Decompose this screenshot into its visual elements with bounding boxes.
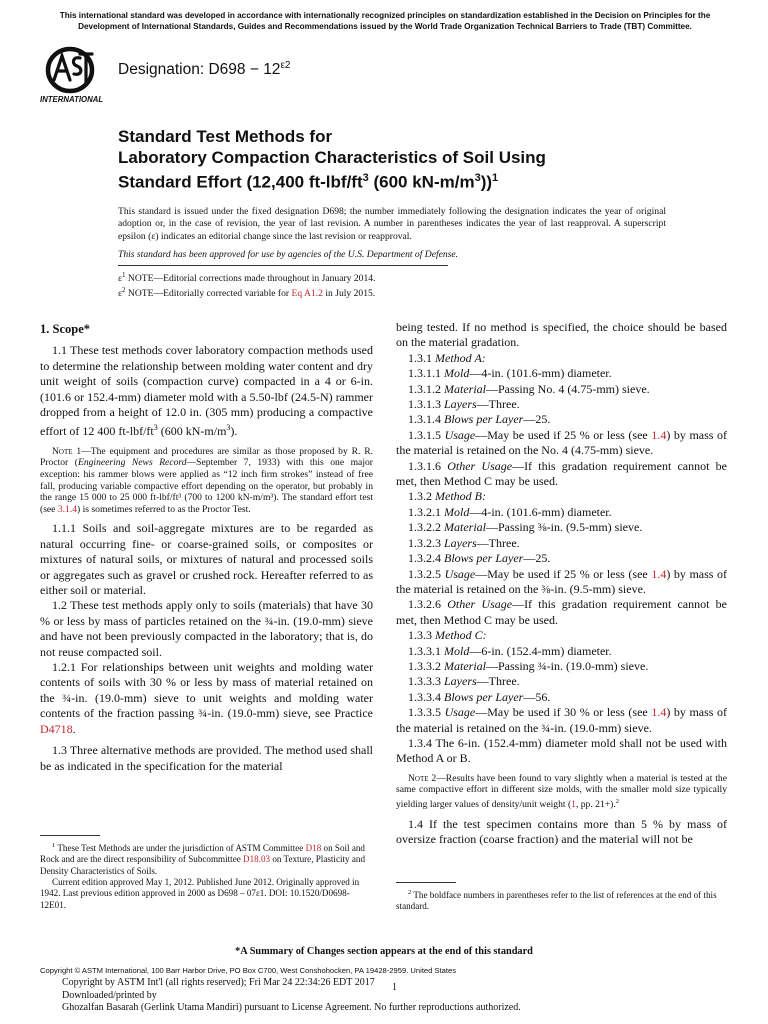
- footnote-divider-right: [396, 882, 456, 883]
- header-divider: [118, 265, 448, 266]
- r1313-txt: —Three.: [476, 397, 520, 412]
- r1331-num: 1.3.3.1: [408, 643, 444, 658]
- r1324-num: 1.3.2.4: [408, 551, 444, 566]
- para-1-2-1: [40, 660, 373, 737]
- para-1-1: [40, 343, 373, 439]
- r132-it: Method B:: [435, 489, 486, 504]
- p11-sup2: 3: [226, 423, 231, 433]
- footnote-divider-left: [40, 835, 100, 836]
- r1323-num: 1.3.2.3: [408, 535, 444, 550]
- title-line-3b: (600 kN-m/m: [368, 172, 475, 192]
- r1331-txt: —6-in. (152.4-mm) diameter.: [469, 643, 612, 658]
- r1314-it: Blows per Layer: [444, 412, 524, 427]
- r133-num: 1.3.3: [408, 628, 435, 643]
- para-1-3-2-1: [396, 505, 727, 520]
- r1323-txt: —Three.: [476, 535, 520, 550]
- download-stamp: [62, 977, 521, 1015]
- note2-a: 2—Results have been found to vary slightly when a material is tested at the same compactive effort in different size molds, with the smaller mold size typically yielding larger values of density/unit weight (: [396, 772, 727, 811]
- right-column: [396, 320, 727, 848]
- approval-statement: This standard has been approved for use by agencies of the U.S. Department of Defense.: [118, 249, 459, 260]
- document-title: [118, 126, 698, 193]
- r1325-it: Usage: [444, 566, 476, 581]
- download-line-2: Downloaded/printed by: [62, 989, 157, 1001]
- r1335-num: 1.3.3.5: [408, 705, 445, 720]
- title-line-1: Standard Test Methods for: [118, 127, 333, 146]
- r1322-it: Material: [444, 520, 486, 535]
- title-line-3c: )): [480, 172, 493, 192]
- footnote-2: [396, 887, 727, 913]
- designation-epsilon: ε2: [280, 60, 291, 71]
- para-1-3-2-3: [396, 536, 727, 551]
- para-1-3-3-5: [396, 705, 727, 736]
- enote2-pre: NOTE—Editorially corrected variable for: [125, 287, 292, 299]
- designation-label: Designation: D698 − 12: [118, 61, 281, 79]
- r1333-it: Layers: [444, 674, 477, 689]
- fn1-sup: 1: [52, 842, 56, 849]
- r132-num: 1.3.2: [408, 489, 435, 504]
- scope-heading: 1. Scope*: [40, 322, 90, 336]
- title-line-3: [118, 168, 698, 193]
- r1333-num: 1.3.3.3: [408, 674, 444, 689]
- para-1-3-1-6: [396, 459, 727, 490]
- para-1-2: 1.2 These test methods apply only to soils (materials) that have 30 % or less by mass of particles retained on the ¾-in. (19.0-mm) sieve and have not been previously compacted in the laboratory; that is, do not reuse compacted soil.: [40, 598, 373, 659]
- title-line-2: Laboratory Compaction Characteristics of Soil Using: [118, 148, 546, 167]
- enote1-sup: 1: [122, 271, 126, 279]
- fn1-c: on Texture, Plasticity and Density Characteristics of Soils.: [40, 854, 365, 876]
- para-1-3: 1.3 Three alternative methods are provided. The method used shall be as indicated in the specification for the material: [40, 743, 373, 773]
- fn2-text: The boldface numbers in parentheses refer to the list of references at the end of this standard.: [396, 890, 717, 912]
- fn1-a: These Test Methods are under the jurisdiction of ASTM Committee: [55, 843, 306, 854]
- r1315-b: ) by mass of the material is retained on the No. 4 (4.75-mm) sieve.: [396, 427, 728, 458]
- r1334-txt: —56.: [523, 689, 551, 704]
- r1332-it: Material: [444, 658, 486, 673]
- r1314-txt: —25.: [523, 412, 551, 427]
- ref-1-4-link[interactable]: 1.4: [651, 705, 667, 720]
- p11-end: ).: [230, 424, 238, 439]
- r1311-num: 1.3.1.1: [408, 366, 444, 381]
- ref-1-4-link[interactable]: 1.4: [651, 566, 667, 581]
- download-line-3: Ghozalfan Basarah (Gerlink Utama Mandiri) pursuant to License Agreement. No further reproductions authorized.: [62, 1002, 521, 1013]
- ref-1-4-link[interactable]: 1.4: [651, 427, 667, 442]
- page-number: 1: [392, 982, 397, 993]
- title-footnote-ref: 1: [492, 172, 499, 184]
- note1-label: Note: [52, 445, 73, 457]
- r1323-it: Layers: [444, 535, 477, 550]
- para-1-3-4: 1.3.4 The 6-in. (152.4-mm) diameter mold shall not be used with Method A or B.: [396, 735, 727, 766]
- r1326-num: 1.3.2.6: [408, 597, 448, 612]
- note2-label: Note: [408, 772, 429, 784]
- r1326-it: Other Usage: [447, 597, 513, 612]
- r1325-b: ) by mass of the material is retained on the ⅜-in. (9.5-mm) sieve.: [396, 566, 728, 596]
- r1324-txt: —25.: [523, 551, 551, 566]
- d18-link[interactable]: D18: [305, 843, 322, 854]
- r1322-num: 1.3.2.2: [408, 520, 444, 535]
- para-1-3-3-3: [396, 674, 727, 689]
- para-1-3-3: [396, 628, 727, 643]
- note1-journal: Engineering News Record: [77, 457, 187, 469]
- eq-a1-2-link[interactable]: Eq A1.2: [291, 287, 323, 299]
- note2-b: , pp. 21+).: [575, 799, 616, 811]
- left-column: [40, 320, 373, 774]
- r1332-txt: —Passing ¾-in. (19.0-mm) sieve.: [486, 658, 649, 673]
- para-1-3-2-4: [396, 551, 727, 566]
- r1334-it: Blows per Layer: [444, 689, 524, 704]
- title-sup-2: 3: [474, 172, 481, 184]
- r1315-a: —May be used if 25 % or less (see: [475, 427, 652, 442]
- fn1-b: on Soil and Rock and are the direct responsibility of Subcommittee: [40, 843, 365, 865]
- r1311-txt: —4-in. (101.6-mm) diameter.: [469, 366, 612, 381]
- r1313-it: Layers: [444, 397, 477, 412]
- para-1-3-1-4: [396, 412, 727, 427]
- enote2-post: in July 2015.: [322, 287, 376, 299]
- r1315-num: 1.3.1.5: [408, 427, 445, 442]
- p11-sup1: 3: [153, 423, 158, 433]
- p11-mid: (600 kN-m/m: [157, 424, 227, 439]
- para-1-3-1-5: [396, 428, 727, 459]
- wto-notice: This international standard was developed in accordance with internationally recognized principles on standardization established in the Decision on Principles for the Development of International Standards, Guides and Recommendations issued by the World Trade Organization Technical Barriers to Trade (TBT) Committee.: [59, 11, 711, 31]
- note1-b: —September 7, 1933) with this one major exception: his rammer blows were applied as “12 inch firm strokes” instead of free fall, producing variable compactive effort depending on the operator, but probably in the range 15 000 to 25 000 ft-lbf/ft³ (700 to 1200 kN-m/m³). The standard effort test (see: [40, 457, 373, 515]
- r1333-txt: —Three.: [476, 674, 520, 689]
- r1312-num: 1.3.1.2: [408, 381, 444, 396]
- r1335-b: ) by mass of the material is retained on the ¾-in. (19.0-mm) sieve.: [396, 705, 728, 735]
- p121-a: 1.2.1 For relationships between unit weights and molding water contents of soils with 30 % or less by mass of material retained on the ¾-in. (19.0-mm) sieve to unit weights and molding water contents of the fraction passing ¾-in. (19.0-mm) sieve, see Practice: [40, 660, 373, 721]
- para-1-3-1-2: [396, 382, 727, 397]
- enote2-sup: 2: [122, 285, 126, 294]
- para-1-1-1: 1.1.1 Soils and soil-aggregate mixtures are to be regarded as natural occurring fine- or coarse-grained soils, or composites or mixtures of natural soils, or mixtures of natural and processed soils or aggregates such as gravel or crushed rock. Hereafter referred to as either soil or material.: [40, 521, 373, 598]
- enote1-text: NOTE—Editorial corrections made throughout in January 2014.: [125, 273, 376, 285]
- r1325-a: —May be used if 25 % or less (see: [475, 566, 652, 581]
- r131-num: 1.3.1: [408, 350, 435, 365]
- summary-of-changes-note: *A Summary of Changes section appears at the end of this standard: [235, 946, 533, 957]
- para-1-3-3-4: [396, 690, 727, 705]
- p11-text: 1.1 These test methods cover laboratory compaction methods used to determine the relationship between molding water content and dry unit weight of soils (compaction curve) compacted in a 4 or 6-in. (101.6 or 152.4-mm) diameter mold with a 5.50-lbf (24.5-N) rammer dropped from a height of 12.0 in. (305 mm) producing a compactive effort of 12 400 ft-lbf/ft: [40, 343, 373, 439]
- para-1-3-3-2: [396, 659, 727, 674]
- p121-b: .: [72, 721, 76, 736]
- para-1-3-1: [396, 351, 727, 366]
- d4718-link[interactable]: D4718: [40, 721, 73, 736]
- download-line-1: Copyright by ASTM Int'l (all rights reserved); Fri Mar 24 22:34:26 EDT 2017: [62, 977, 375, 988]
- para-1-3-cont: being tested. If no method is specified, the choice should be based on the material gradation.: [396, 320, 727, 350]
- footnote-1-edition: Current edition approved May 1, 2012. Published June 2012. Originally approved in 1942. Last previous edition approved in 2000 as D698 – 07ε1. DOI: 10.1520/D0698-12E01.: [40, 876, 360, 910]
- para-1-3-1-1: [396, 366, 727, 381]
- editorial-note-2: $\varepsilon^2$ NOTE—Editorially corrected variable for Eq A1.2 in July 2015.: [118, 285, 376, 299]
- ref-1-link[interactable]: 1: [571, 799, 576, 811]
- r1321-it: Mold: [444, 504, 470, 519]
- para-1-3-2-6: [396, 597, 727, 628]
- r1316-num: 1.3.1.6: [408, 458, 448, 473]
- r1325-num: 1.3.2.5: [408, 566, 445, 581]
- copyright-line: Copyright © ASTM International, 100 Barr Harbor Drive, PO Box C700, West Conshohocken, PA 19428-2959. United States: [40, 966, 457, 975]
- astm-logo: [40, 44, 112, 106]
- r1312-it: Material: [444, 381, 486, 396]
- editorial-note-1: $\varepsilon^1$ NOTE—Editorial corrections made throughout in January 2014.: [118, 271, 376, 285]
- r133-it: Method C:: [435, 628, 487, 643]
- para-1-4: 1.4 If the test specimen contains more than 5 % by mass of oversize fraction (coarse fraction) and the material will not be: [396, 816, 727, 847]
- para-1-3-2-5: [396, 567, 727, 598]
- r131-it: Method A:: [435, 350, 486, 365]
- r1322-txt: —Passing ⅜-in. (9.5-mm) sieve.: [486, 520, 643, 535]
- r1335-a: —May be used if 30 % or less (see: [475, 705, 652, 720]
- r1311-it: Mold: [444, 366, 470, 381]
- footnote-1-text: [40, 840, 373, 877]
- r1316-it: Other Usage: [447, 458, 513, 473]
- r1326-txt: —If this gradation requirement cannot be met, then Method C may be used.: [396, 597, 727, 627]
- r1334-num: 1.3.3.4: [408, 689, 444, 704]
- logo-international-text: INTERNATIONAL: [40, 95, 104, 104]
- para-1-3-3-1: [396, 644, 727, 659]
- r1331-it: Mold: [444, 643, 470, 658]
- d18-03-link[interactable]: D18.03: [243, 854, 271, 865]
- footnote-1: [40, 840, 373, 911]
- r1335-it: Usage: [444, 705, 476, 720]
- para-1-3-2: [396, 489, 727, 504]
- para-1-3-1-3: [396, 397, 727, 412]
- title-line-3a: Standard Effort (12,400 ft-lbf/ft: [118, 172, 363, 192]
- r1321-num: 1.3.2.1: [408, 504, 444, 519]
- title-sup-1: 3: [362, 172, 369, 184]
- r1313-num: 1.3.1.3: [408, 397, 444, 412]
- r1315-it: Usage: [444, 427, 476, 442]
- note-1: [40, 446, 373, 516]
- note-2: [396, 773, 727, 811]
- para-1-3-2-2: [396, 520, 727, 535]
- fn2-sup: 2: [408, 889, 412, 896]
- note2-sup: 2: [615, 797, 619, 805]
- r1312-txt: —Passing No. 4 (4.75-mm) sieve.: [486, 381, 650, 396]
- note1-c: ) is sometimes referred to as the Proctor Test.: [77, 503, 251, 515]
- r1314-num: 1.3.1.4: [408, 412, 444, 427]
- ref-3-1-4-link[interactable]: 3.1.4: [57, 503, 78, 515]
- note1-a: 1—The equipment and procedures are similar as those proposed by R. R. Proctor (: [40, 445, 373, 469]
- designation: [118, 60, 290, 79]
- r1324-it: Blows per Layer: [444, 551, 524, 566]
- issued-statement: This standard is issued under the fixed designation D698; the number immediately following the designation indicates the year of original adoption or, in the case of revision, the year of last revision. A number in parentheses indicates the year of last reapproval. A superscript epsilon (ε) indicates an editorial change since the last revision or reapproval.: [118, 206, 666, 242]
- r1332-num: 1.3.3.2: [408, 658, 444, 673]
- r1316-txt: —If this gradation requirement cannot be met, then Method C may be used.: [396, 458, 727, 489]
- r1321-txt: —4-in. (101.6-mm) diameter.: [469, 504, 612, 519]
- editorial-notes: [118, 270, 375, 299]
